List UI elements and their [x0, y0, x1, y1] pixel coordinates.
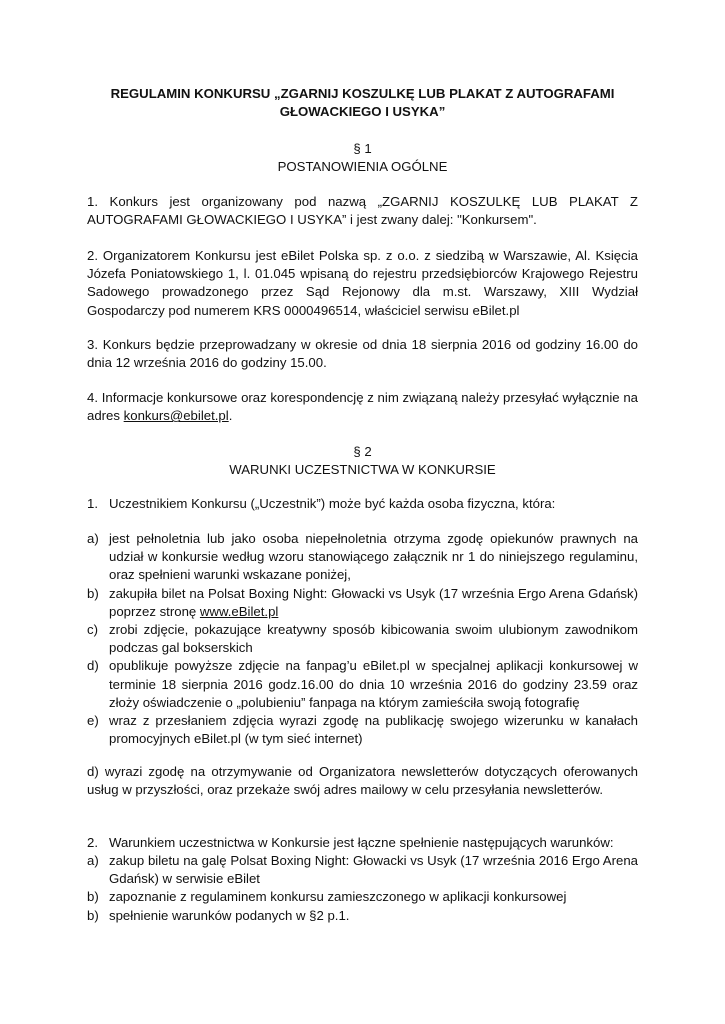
- list-item-text: wraz z przesłaniem zdjęcia wyrazi zgodę na publikację swojego wizerunku w kanałach promocyjnych eBilet.pl (w tym sieć internet): [109, 713, 638, 747]
- list-marker: c): [87, 622, 98, 638]
- s2-item-2: [87, 834, 660, 852]
- s1-paragraph-2: 2. Organizatorem Konkursu jest eBilet Polska sp. z o.o. z siedzibą w Warszawie, Al. Księcia Józefa Poniatowskiego 1, l. 01.045 wpisaną do rejestru przedsiębiorców Krajowego Rejestru Sadowego prowadzonego przez Sąd Rejonowy dla m.st. Warszawy, XIII Wydział Gospodarczy pod numerem KRS 0000496514, właściciel serwisu eBilet.pl: [87, 248, 638, 318]
- s2-item-1-text: Uczestnikiem Konkursu („Uczestnik”) może być każda osoba fizyczna, która:: [109, 496, 556, 511]
- list-marker: b): [87, 907, 99, 923]
- list-marker: a): [87, 853, 99, 868]
- ebilet-website-link[interactable]: www.eBilet.pl: [199, 603, 279, 619]
- list-marker: b): [87, 889, 99, 905]
- s2-item-1-number: 1.: [87, 496, 98, 511]
- list-item: [87, 852, 638, 888]
- list-item-text: opublikuje powyższe zdjęcie na fanpag’u eBilet.pl w specjalnej aplikacji konkursowej w terminie 18 sierpnia 2016 godz.16.00 do dnia 10 września 2016 do godziny 23.59 oraz złoży oświadczenie o „polubieniu” fanpaga na którym zamieściła swoją fotografię: [109, 658, 638, 710]
- title-line-2: GŁOWACKIEGO I USYKA”: [279, 104, 446, 120]
- list-marker: b): [87, 585, 99, 601]
- list-item: [87, 530, 638, 585]
- list-item: [87, 712, 638, 748]
- s2-item-1: [87, 495, 660, 513]
- s2-item-2-text: Warunkiem uczestnictwa w Konkursie jest łączne spełnienie następujących warunków:: [109, 835, 614, 851]
- list-item: [87, 657, 638, 712]
- list-marker: d): [87, 658, 99, 674]
- condition-list-1: [87, 530, 638, 748]
- list-item: [87, 907, 638, 925]
- list-item: [87, 621, 638, 657]
- s2-paragraph-d: d) wyrazi zgodę na otrzymywanie od Organizatora newsletterów dotyczących oferowanych usług w przyszłości, oraz przekaże swój adres mailowy w celu przesyłania newsletterów.: [87, 764, 638, 798]
- list-item-text: zrobi zdjęcie, pokazujące kreatywny sposób kibicowania swoim ulubionym zawodnikom podczas gal bokserskich: [109, 622, 638, 656]
- list-item: [87, 585, 638, 621]
- list-item-text: spełnienie warunków podanych w §2 p.1.: [109, 907, 350, 923]
- document-title: [87, 85, 638, 121]
- list-item-text: jest pełnoletnia lub jako osoba niepełnoletnia otrzyma zgodę opiekunów prawnych na udział w konkursie według wzoru stanowiącego załącznik nr 1 do niniejszego regulaminu, oraz spełnieni warunki wskazane poniżej,: [109, 531, 638, 583]
- list-item-text: zakupiła bilet na Polsat Boxing Night: Głowacki vs Usyk (17 września Ergo Arena Gdańsk) poprzez stronę: [109, 585, 638, 619]
- list-item-text: zakup biletu na galę Polsat Boxing Night: Głowacki vs Usyk (17 września 2016 Ergo Arena Gdańsk) w serwisie eBilet: [109, 853, 638, 887]
- section-2-heading: WARUNKI UCZESTNICTWA W KONKURSIE: [229, 462, 496, 478]
- s1-paragraph-3: 3. Konkurs będzie przeprowadzany w okresie od dnia 18 sierpnia 2016 od godziny 16.00 do dnia 12 września 2016 do godziny 15.00.: [87, 337, 638, 371]
- list-marker: e): [87, 713, 99, 729]
- section-2-header: [87, 443, 638, 479]
- s1-p4-end: .: [228, 408, 233, 424]
- section-1-heading: POSTANOWIENIA OGÓLNE: [277, 159, 448, 175]
- list-item: [87, 888, 638, 906]
- condition-list-2: [87, 852, 638, 925]
- section-2-number: § 2: [353, 444, 372, 459]
- s2-item-2-number: 2.: [87, 835, 98, 851]
- list-marker: a): [87, 531, 99, 546]
- section-1-header: [87, 140, 638, 176]
- s1-p4-text: 4. Informacje konkursowe oraz korespondencję z nim związaną należy przesyłać wyłącznie na adres: [87, 390, 638, 424]
- s1-paragraph-4: [87, 389, 638, 425]
- section-1-number: § 1: [353, 141, 372, 156]
- title-line-1: REGULAMIN KONKURSU „ZGARNIJ KOSZULKĘ LUB PLAKAT Z AUTOGRAFAMI: [110, 86, 615, 101]
- contact-email-link[interactable]: konkurs@ebilet.pl: [123, 408, 229, 424]
- list-item-text: zapoznanie z regulaminem konkursu zamieszczonego w aplikacji konkursowej: [109, 889, 567, 905]
- s1-paragraph-1: 1. Konkurs jest organizowany pod nazwą „ZGARNIJ KOSZULKĘ LUB PLAKAT Z AUTOGRAFAMI GŁOWACKIEGO I USYKA” i jest zwany dalej: "Konkursem".: [87, 194, 638, 228]
